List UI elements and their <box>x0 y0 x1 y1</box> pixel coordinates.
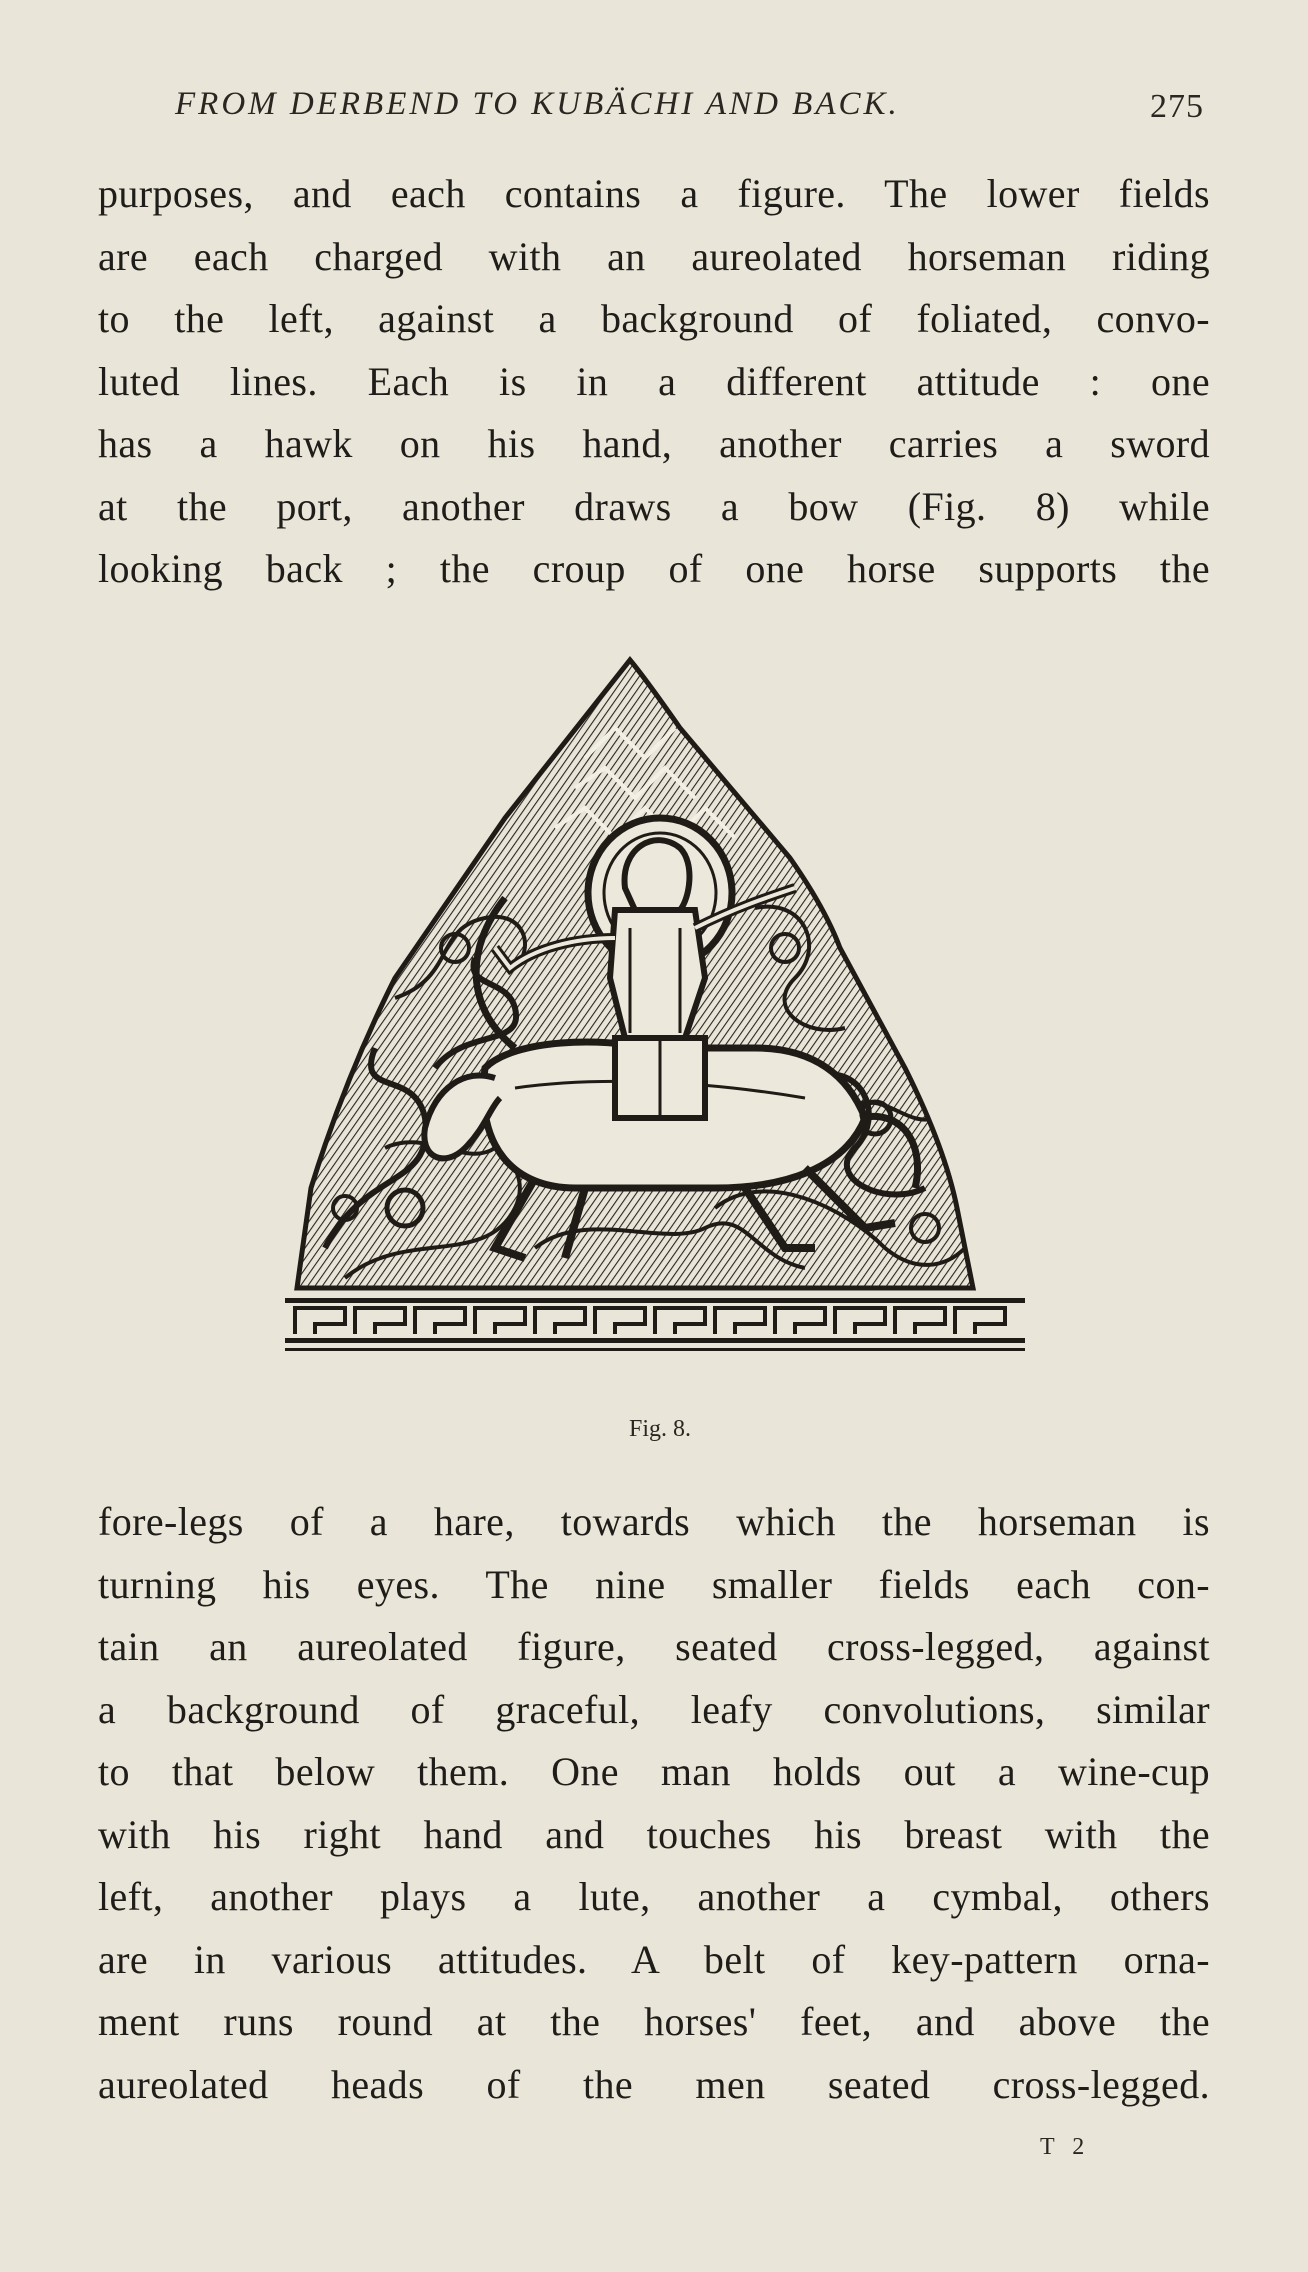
text-line: with his right hand and touches his breast with the <box>98 1811 1210 1857</box>
text-line: to the left, against a background of foliated, convo- <box>98 296 1210 341</box>
text-line: turning his eyes. The nine smaller fields each con- <box>98 1561 1210 1607</box>
text-line: looking back ; the croup of one horse supports the <box>98 546 1210 591</box>
paragraph-before-figure <box>98 163 1210 601</box>
running-head-title: FROM DERBEND TO KUBÄCHI AND BACK. <box>175 86 900 122</box>
text-line: a background of graceful, leafy convolutions, similar <box>98 1686 1210 1732</box>
figure-caption: Fig. 8. <box>628 1416 691 1442</box>
figure-8-engraving <box>285 648 1033 1393</box>
text-line: left, another plays a lute, another a cymbal, others <box>98 1874 1210 1919</box>
text-line: to that below them. One man holds out a wine-cup <box>98 1749 1210 1794</box>
page-number: 275 <box>1150 88 1204 125</box>
horseman-archer-illustration <box>285 648 1033 1393</box>
text-line: luted lines. Each is in a different attitude : one <box>98 358 1210 404</box>
text-line: ment runs round at the horses' feet, and above the <box>98 1999 1210 2044</box>
key-pattern-belt <box>285 1298 1025 1351</box>
signature-mark: T 2 <box>1040 2134 1091 2160</box>
text-line: fore-legs of a hare, towards which the horseman is <box>98 1499 1210 1544</box>
text-line: has a hawk on his hand, another carries a sword <box>98 421 1210 466</box>
text-line: purposes, and each contains a figure. The lower fields <box>98 171 1210 216</box>
paragraph-after-figure <box>98 1491 1210 2116</box>
text-line: at the port, another draws a bow (Fig. 8) while <box>98 483 1210 529</box>
text-line: aureolated heads of the men seated cross-legged. <box>98 2061 1210 2107</box>
text-line: tain an aureolated figure, seated cross-legged, against <box>98 1624 1210 1669</box>
text-line: are each charged with an aureolated horseman riding <box>98 233 1210 279</box>
running-head <box>175 82 1225 132</box>
text-line: are in various attitudes. A belt of key-pattern orna- <box>98 1936 1210 1982</box>
